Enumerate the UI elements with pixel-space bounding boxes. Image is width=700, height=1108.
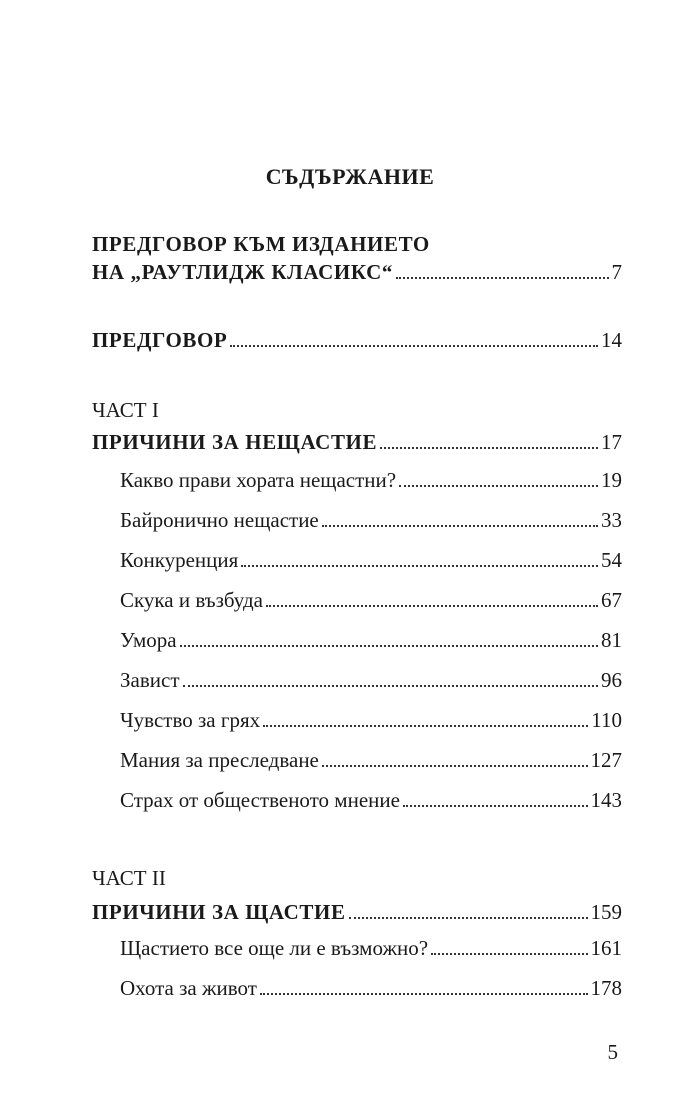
toc-entry-chapter[interactable] [120, 506, 622, 534]
dot-leader [431, 953, 587, 955]
toc-entry-page: 17 [601, 430, 622, 454]
toc-entry-page: 159 [590, 900, 622, 924]
toc-entry-label: Конкуренция [120, 548, 239, 572]
toc-entry-page: 96 [601, 668, 622, 692]
toc-entry-chapter[interactable] [120, 706, 622, 734]
toc-entry-part-1[interactable] [92, 428, 622, 456]
page-number: 5 [607, 1040, 618, 1064]
toc-entry-label: Страх от общественото мнение [120, 788, 400, 812]
toc-entry-chapter[interactable] [120, 934, 622, 962]
toc-entry-label: Мания за преследване [120, 748, 319, 772]
toc-entry-label: ПРИЧИНИ ЗА НЕЩАСТИЕ [92, 430, 378, 454]
toc-entry-page: 81 [601, 628, 622, 652]
toc-entry-page: 67 [601, 588, 622, 612]
toc-entry-page: 54 [601, 548, 622, 572]
dot-leader [230, 345, 598, 347]
toc-entry-label: Завист [120, 668, 180, 692]
toc-entry-part-2[interactable] [92, 898, 622, 926]
toc-entry-chapter[interactable] [120, 546, 622, 574]
toc-entry-chapter[interactable] [120, 666, 622, 694]
toc-entry-page: 19 [601, 468, 622, 492]
toc-title: СЪДЪРЖАНИЕ [265, 164, 435, 189]
toc-entry-page: 33 [601, 508, 622, 532]
toc-entry-label: ПРИЧИНИ ЗА ЩАСТИЕ [92, 900, 346, 924]
toc-entry-edition-foreword[interactable] [92, 258, 622, 286]
toc-entry-label: Скука и възбуда [120, 588, 263, 612]
dot-leader [183, 685, 599, 687]
dot-leader [349, 917, 588, 919]
toc-entry-chapter[interactable] [120, 746, 622, 774]
dot-leader [380, 447, 598, 449]
toc-entry-foreword[interactable] [92, 326, 622, 354]
toc-entry-page: 178 [590, 976, 622, 1000]
toc-entry-page: 7 [611, 260, 622, 284]
toc-entry-page: 14 [601, 328, 622, 352]
dot-leader [241, 565, 598, 567]
toc-entry-label: НА „РАУТЛИДЖ КЛАСИКС“ [92, 260, 393, 284]
dot-leader [263, 725, 588, 727]
dot-leader [322, 765, 588, 767]
toc-entry-page: 161 [590, 936, 622, 960]
dot-leader [399, 485, 598, 487]
dot-leader [396, 277, 609, 279]
dot-leader [322, 525, 598, 527]
toc-entry-label: Чувство за грях [120, 708, 261, 732]
toc-entry-chapter[interactable] [120, 586, 622, 614]
toc-entry-page: 127 [590, 748, 622, 772]
toc-entry-label: Щастието все още ли е възможно? [120, 936, 429, 960]
toc-entry-chapter[interactable] [120, 466, 622, 494]
toc-entry-chapter[interactable] [120, 626, 622, 654]
toc-entry-edition-foreword-line1: ПРЕДГОВОР КЪМ ИЗДАНИЕТО [92, 232, 430, 256]
dot-leader [180, 645, 598, 647]
part-2-heading: ЧАСТ II [92, 866, 166, 890]
toc-entry-chapter[interactable] [120, 786, 622, 814]
toc-entry-label: Байронично нещастие [120, 508, 319, 532]
toc-entry-page: 110 [591, 708, 622, 732]
toc-entry-label: ПРЕДГОВОР [92, 328, 228, 352]
part-1-heading: ЧАСТ I [92, 398, 159, 422]
toc-entry-label: Какво прави хората нещастни? [120, 468, 397, 492]
dot-leader [266, 605, 598, 607]
dot-leader [260, 993, 588, 995]
toc-entry-chapter[interactable] [120, 974, 622, 1002]
dot-leader [403, 805, 588, 807]
toc-entry-page: 143 [590, 788, 622, 812]
toc-entry-label: Умора [120, 628, 177, 652]
toc-entry-label: Охота за живот [120, 976, 257, 1000]
